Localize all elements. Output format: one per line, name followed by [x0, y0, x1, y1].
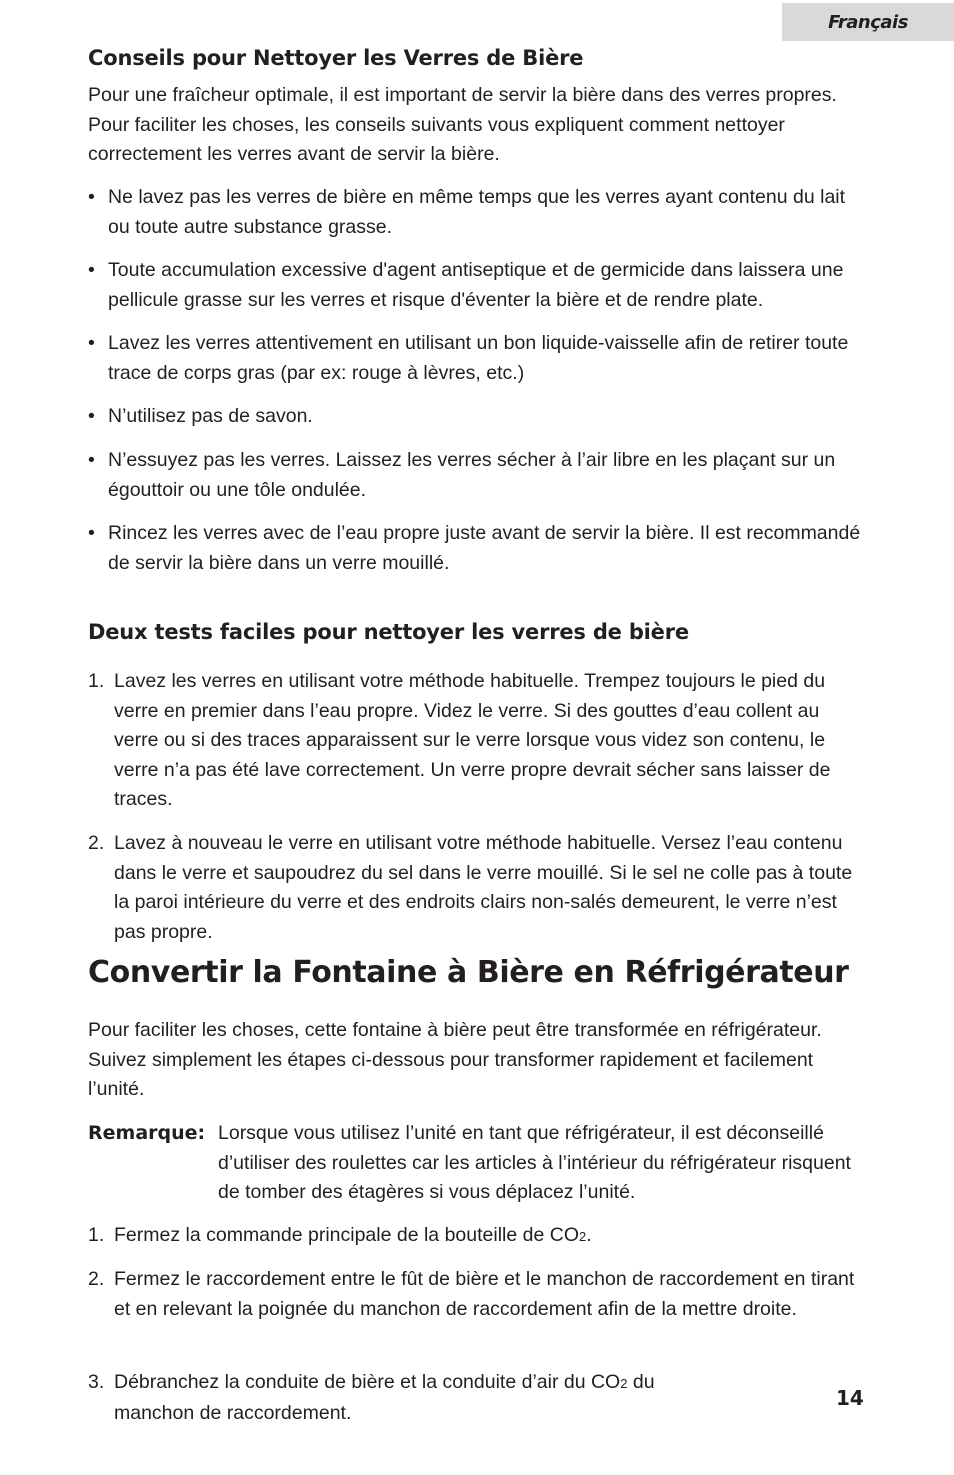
numbered-step [88, 1221, 868, 1252]
note-block [88, 1119, 868, 1208]
bullet-mark: • [88, 405, 95, 427]
list-item [88, 256, 868, 315]
list-item [88, 329, 868, 388]
list-item-text: Ne lavez pas les verres de bière en même temps que les verres ayant contenu du lait ou toute autre substance grasse. [108, 186, 846, 238]
bullet-mark: • [88, 259, 95, 281]
step-number: 1. [88, 1224, 105, 1246]
numbered-step [88, 667, 868, 815]
section-heading-glass-tests: Deux tests faciles pour nettoyer les verres de bière [88, 620, 689, 644]
bullet-mark: • [88, 332, 95, 354]
section-heading-cleaning-tips: Conseils pour Nettoyer les Verres de Bière [88, 46, 584, 70]
list-item-text: N’utilisez pas de savon. [108, 405, 313, 427]
list-item [88, 402, 868, 432]
step-text: Lavez les verres en utilisant votre méthode habituelle. Trempez toujours le pied du verre en premier dans l’eau propre. Videz le verre. Si des gouttes d’eau collent au verre ou si des traces apparaissent sur le verre lorsque vous videz son contenu, le verre n’a pas été lave correctement. Un verre propre devrait sécher sans laisser de traces. [114, 670, 831, 810]
page-number: 14 [836, 1386, 864, 1410]
convert-intro-paragraph: Pour faciliter les choses, cette fontaine à bière peut être transformée en réfrigérateur. Suivez simplement les étapes ci-dessous pour transformer rapidement et facilement l’unité. [88, 1019, 822, 1100]
note-text: Lorsque vous utilisez l’unité en tant que réfrigérateur, il est déconseillé d’utiliser des roulettes car les articles à l’intérieur du réfrigérateur risquent de tomber des étagères si vous déplacez l’unité. [218, 1122, 851, 1203]
step-number: 2. [88, 832, 105, 854]
list-item-text: N’essuyez pas les verres. Laissez les verres sécher à l’air libre en les plaçant sur un égouttoir ou une tôle ondulée. [108, 449, 836, 501]
bullet-mark: • [88, 449, 95, 471]
bullet-mark: • [88, 522, 95, 544]
cleaning-intro-paragraph: Pour une fraîcheur optimale, il est important de servir la bière dans des verres propres. Pour faciliter les choses, les conseils suivants vous expliquent comment nettoyer correctement les verres avant de servir la bière. [88, 84, 837, 165]
language-tab: Français [782, 3, 954, 41]
step-text: Lavez à nouveau le verre en utilisant votre méthode habituelle. Versez l’eau contenu dans le verre et saupoudrez du sel dans le verre mouillé. Si le sel ne colle pas à toute la paroi intérieure du verre et des endroits clairs non-salés demeurent, le verre n’est pas propre. [114, 832, 853, 943]
bullet-mark: • [88, 186, 95, 208]
list-item-text: Lavez les verres attentivement en utilisant un bon liquide-vaisselle afin de retirer toute trace de corps gras (par ex: rouge à lèvres, etc.) [108, 332, 849, 384]
list-item-text: Toute accumulation excessive d'agent antiseptique et de germicide dans laissera une pellicule grasse sur les verres et risque d'éventer la bière et de rendre plate. [108, 259, 844, 311]
numbered-step [88, 1368, 868, 1428]
list-item [88, 183, 868, 242]
step-text: Fermez le raccordement entre le fût de bière et le manchon de raccordement en tirant et en relevant la poignée du manchon de raccordement afin de la mettre droite. [114, 1268, 855, 1320]
numbered-step [88, 1265, 868, 1324]
step-text: Fermez la commande principale de la bouteille de CO2. [114, 1224, 592, 1246]
step-number: 1. [88, 670, 105, 692]
list-item-text: Rincez les verres avec de l’eau propre juste avant de servir la bière. Il est recommandé de servir la bière dans un verre mouillé. [108, 522, 861, 574]
step-number: 2. [88, 1268, 105, 1290]
step-text: Débranchez la conduite de bière et la conduite d’air du CO2 du manchon de raccordement. [114, 1371, 655, 1424]
list-item [88, 519, 868, 578]
main-heading-convert: Convertir la Fontaine à Bière en Réfrigérateur [88, 955, 849, 990]
list-item [88, 446, 868, 505]
numbered-step [88, 829, 868, 947]
note-label: Remarque: [88, 1122, 206, 1144]
step-number: 3. [88, 1371, 105, 1393]
